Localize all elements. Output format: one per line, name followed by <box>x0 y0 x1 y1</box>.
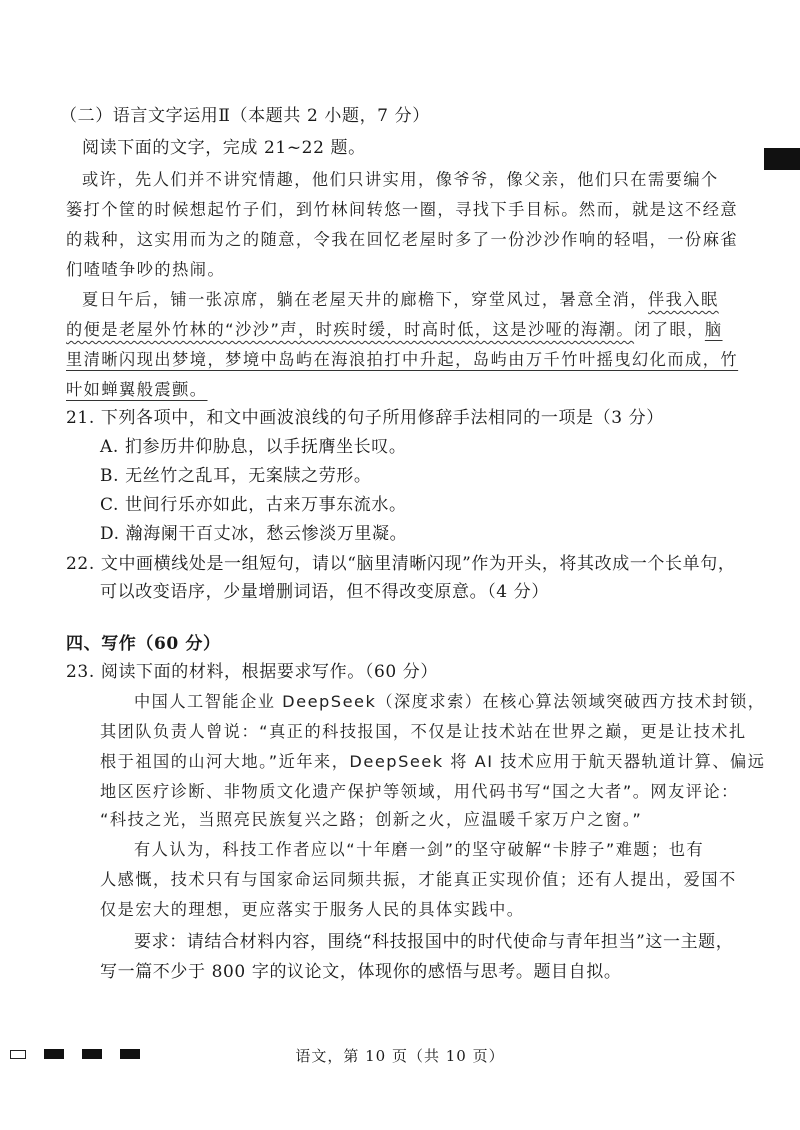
writing-requirement: 要求：请结合材料内容，围绕“科技报国中的时代使命与青年担当”这一主题， <box>134 932 734 952</box>
option-a: A. 扪参历井仰胁息，以手抚膺坐长叹。 <box>100 437 407 457</box>
question-22-stem: 可以改变语序，少量增删词语，但不得改变原意。（4 分） <box>100 582 549 602</box>
straight-underlined-text: 脑 <box>704 320 723 339</box>
straight-underlined-text: 叶如蝉翼般震颤。 <box>66 380 208 399</box>
passage-line: 篓打个筐的时候想起竹子们，到竹林间转悠一圈，寻找下手目标。然而，就是这不经意 <box>66 200 739 219</box>
passage-line: 的栽种，这实用而为之的随意，令我在回忆老屋时多了一份沙沙作响的轻唱，一份麻雀 <box>66 230 739 249</box>
section-heading: （二）语言文字运用Ⅱ（本题共 2 小题，7 分） <box>60 106 430 126</box>
page-number: 语文，第 10 页（共 10 页） <box>295 1047 505 1065</box>
reading-instruction: 阅读下面的文字，完成 21~22 题。 <box>82 138 366 158</box>
writing-requirement: 写一篇不少于 800 字的议论文，体现你的感悟与思考。题目自拟。 <box>100 962 622 982</box>
material-line: 有人认为，科技工作者应以“十年磨一剑”的坚守破解“卡脖子”难题；也有 <box>134 840 705 859</box>
writing-section-heading: 四、写作（60 分） <box>66 634 221 654</box>
option-d: D. 瀚海阑干百丈冰，愁云惨淡万里凝。 <box>100 524 408 544</box>
straight-underlined-text: 里清晰闪现出梦境，梦境中岛屿在海浪拍打中升起，岛屿由万千竹叶摇曳幻化而成，竹 <box>66 350 739 369</box>
question-21-stem: 21. 下列各项中，和文中画波浪线的句子所用修辞手法相同的一项是（3 分） <box>66 408 664 428</box>
material-line: 中国人工智能企业 DeepSeek（深度求索）在核心算法领域突破西方技术封锁， <box>134 692 766 711</box>
material-line: 其团队负责人曾说：“真正的科技报国，不仅是让技术站在世界之巅，更是让技术扎 <box>100 722 747 741</box>
wavy-underlined-sentence: 的便是老屋外竹林的“沙沙”声，时疾时缓，时高时低，这是沙哑的海潮。 <box>66 320 635 339</box>
passage-line <box>82 288 719 312</box>
question-22-stem: 22. 文中画横线处是一组短句，请以“脑里清晰闪现”作为开头，将其改成一个长单句， <box>66 554 736 574</box>
edge-marker <box>764 148 800 170</box>
passage-text: 闭了眼， <box>634 320 705 339</box>
passage-line: 们喳喳争吵的热闹。 <box>66 260 226 279</box>
material-line: 仅是宏大的理想，更应落实于服务人民的具体实践中。 <box>100 900 525 919</box>
passage-line: 或许，先人们并不讲究情趣，他们只讲实用，像爷爷，像父亲，他们只在需要编个 <box>82 170 719 189</box>
passage-line <box>66 318 723 342</box>
material-line: 根于祖国的山河大地。”近年来，DeepSeek 将 AI 技术应用于航天器轨道计算、偏远 <box>100 752 766 771</box>
material-line: “科技之光，当照亮民族复兴之路；创新之火，应温暖千家万户之窗。” <box>100 810 643 829</box>
passage-text: 夏日午后，铺一张凉席，躺在老屋天井的廊檐下，穿堂风过，暑意全消， <box>82 290 648 309</box>
question-23-stem: 23. 阅读下面的材料，根据要求写作。（60 分） <box>66 662 438 682</box>
option-c: C. 世间行乐亦如此，古来万事东流水。 <box>100 495 407 515</box>
material-line: 地区医疗诊断、非物质文化遗产保护等领域，用代码书写“国之大者”。网友评论： <box>100 782 739 801</box>
option-b: B. 无丝竹之乱耳，无案牍之劳形。 <box>100 466 372 486</box>
wavy-underlined-sentence: 伴我入眠 <box>648 290 719 309</box>
material-line: 人感慨，技术只有与国家命运同频共振，才能真正实现价值；还有人提出，爱国不 <box>100 870 737 889</box>
